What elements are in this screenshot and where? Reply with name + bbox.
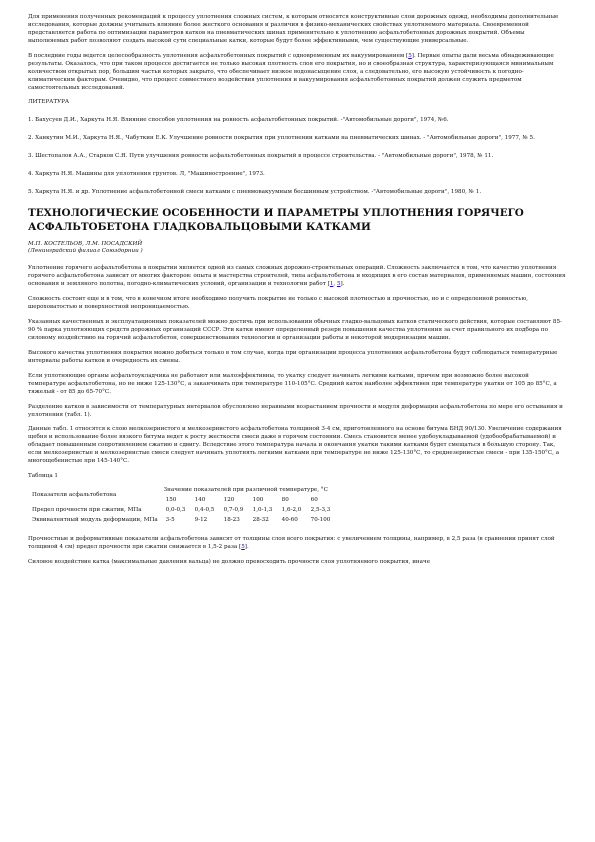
table-cell: 0,7-0,9 bbox=[223, 506, 244, 513]
table-cell: 70-100 bbox=[310, 516, 331, 523]
article-title: ТЕХНОЛОГИЧЕСКИЕ ОСОБЕННОСТИ И ПАРАМЕТРЫ УПЛОТНЕНИЯ ГОРЯЧЕГО АСФАЛЬТОБЕТОНА ГЛАДКОВАЛЬЦОВЫМИ КАТКАМИ bbox=[28, 207, 524, 233]
body-paragraph-1-text: Уплотнение горячего асфальтобетона в покрытии является одной из самых сложных дорожно-строительных операций. Сложность заключается в том, что качество уплотнения горячего асфальтобетона зависит от многих факторов: опыта и мастерства строителей, типа асфальтобетона и входящих в его состав материалов, применяемых машин, состояния основания и земляного полотна, погодно-климатических условий, организации и технологии работ [ bbox=[28, 265, 566, 288]
table-group-header: Значение показателей при различной температуре, °С bbox=[163, 487, 328, 494]
table-cell: 2,5-3,3 bbox=[310, 506, 331, 513]
ref-tail: ]. bbox=[244, 543, 249, 550]
table-row bbox=[28, 516, 336, 526]
intro-paragraph-1: Для применения полученных рекомендаций к процессу уплотнения сложных систем, к которым относятся конструктивные слои дорожных одежд, необходимы дополнительные исследования, которые должны учитывать влияние более жесткого основания и различия в физико-механических свойствах уплотняемого материала. Своевременной представляется работа по оптимизации параметров катков на пневматических шинах применительно к уплотнению асфальтобетонных дорожных покрытий. Объемы выполняемых работ позволяют создать высокой сути специальные катки, которые будут более эффективными, чем существующие универсальные. bbox=[28, 14, 559, 44]
body-paragraph-3: Указанных качественных и эксплуатационных показателей можно достичь при использовании обычных гладко-вальцовых катков статического действия, которые составляют 85-90 % парка уплотняющих средств дорожных организаций СССР. Эти катки имеют определенный резерв повышения качества уплотнения за счет правильного их подбора по силовому воздействию на горячий асфальтобетон, совершенствования технологии и организации работы и некоторой модернизации машин. bbox=[28, 319, 562, 341]
authors-block bbox=[28, 241, 567, 257]
reference-item: 3. Шестопалов А.А., Старков С.Я. Пути улучшения ровности асфальтобетонных покрытий в процессе строительства. - "Автомобильные дороги", 1978, № 11. bbox=[28, 153, 494, 160]
body-paragraph-9: Силовое воздействие катка (максимальные давления вальца) не должно превосходить прочности слоя уплотняемого покрытия, иначе bbox=[28, 558, 431, 565]
table-cell: 0,0-0,3 bbox=[165, 506, 186, 513]
temp-header: 150 bbox=[165, 497, 177, 504]
ref-link[interactable]: 1 bbox=[329, 281, 334, 288]
reference-item: 2. Ханкутин М.И., Харкута Н.Я., Чабуткин Е.К. Улучшение ровности покрытия при уплотнении катками на пневматических шинах. - "Автомобильные дороги", 1977, № 5. bbox=[28, 135, 535, 142]
body-paragraph-1 bbox=[28, 265, 567, 289]
table-cell: 0,4-0,5 bbox=[194, 506, 215, 513]
table-cell: 40-60 bbox=[281, 516, 298, 523]
body-paragraph-4: Высокого качества уплотнения покрытия можно добиться только в том случае, когда при организации процесса уплотнения асфальтобетона будут соблюдаться температурные интервалы работы катков и очередность их смены. bbox=[28, 349, 558, 364]
table-row bbox=[28, 506, 336, 516]
reference-item: 4. Харкута Н.Я. Машины для уплотнения грунтов. Л, "Машиностроение", 1973. bbox=[28, 171, 265, 178]
temp-header: 80 bbox=[281, 497, 289, 504]
table-row-label: Эквивалентный модуль деформации, МПа bbox=[32, 516, 158, 523]
intro-paragraph-2-tail: ]. Первые bbox=[411, 52, 441, 59]
table-cell: 1,6-2,0 bbox=[281, 506, 302, 513]
authors: М.П. КОСТЕЛЬОВ, Л.М. ПОСАДСКИЙ bbox=[28, 240, 143, 247]
table-caption: Таблица 1 bbox=[28, 473, 58, 480]
reference-item: 5. Харкута Н.Я. и др. Уплотнение асфальтобетонной смеси катками с пневмовакуумным бесшинным устройством. -"Автомобильные дороги", 1980, № 1. bbox=[28, 189, 482, 196]
literature-heading: ЛИТЕРАТУРА bbox=[28, 99, 70, 106]
table-header-row bbox=[28, 486, 336, 496]
intro-paragraph-2-rest: опыты дали весьма обнадеживающие результаты. Оказалось, что при таком процессе достигается не только высокая плотность слоя его покрытия, но и своеобразная структура, характеризующаяся минимальным количеством открытых пор, большим частьи которых закрыто, что обеспечивает низкое водонасыщение слоя, а следовательно, его высокую устойчивость к погодно-климатическим факторам. Очевидно, что процесс совместного воздействия уплотнения и вакуумирования асфальтобетонных покрытий должен служить предметом самостоятельных исследований. bbox=[28, 52, 554, 91]
properties-table bbox=[28, 486, 336, 526]
table-cell: 3-5 bbox=[165, 516, 175, 523]
intro-paragraph-2-text: В последние годы ведется целесообразность уплотнения асфальтобетонных покрытий с одновременным их вакуумированием [ bbox=[28, 52, 409, 59]
body-paragraph-7: Данные табл. 1 относятся к слою мелкозернистого и мелкозернистого асфальтобетона толщиной 3-4 см, приготовленного на основе битума БНД 90/130. Увеличение содержания щебня и использование более вязкого битума ведет к росту жесткости смеси даже в горячем состоянии. Смесь становится менее удобоукладываемой (удобообрабатываемой) и обладает повышенным сопротивлением сжатию и сдвигу. Вследствие этого температура начала и окончания укатки такими катками будет смещаться в большую сторону. Так, если мелкозернистые и мелкозернистые смеси следует начинать уплотнять легкими катками при температуре не ниже 125-130°С, то среднезернистые смеси - при 135-150°С, а многощебенистые при 145-140°С. bbox=[28, 426, 562, 465]
ref-separator: , bbox=[333, 281, 337, 288]
table-row-label: Предел прочности при сжатии, МПа bbox=[32, 506, 142, 513]
ref-link[interactable]: 5 bbox=[336, 281, 341, 288]
table-cell: 9-12 bbox=[194, 516, 208, 523]
temp-header: 60 bbox=[310, 497, 318, 504]
temp-header: 140 bbox=[194, 497, 206, 504]
table-cell: 1,0-1,3 bbox=[252, 506, 273, 513]
temp-header: 120 bbox=[223, 497, 235, 504]
table-row-header: Показатели асфальтобетона bbox=[32, 492, 117, 499]
body-paragraph-8-text: Прочностные и деформативные показатели асфальтобетона зависят от толщины слоя всего покрытия: с увеличением толщины, например, в 2,5 раза (в сравнении принят слой толщиной 4 см) предел прочности при сжатии снижается в 1,5-2 раза [ bbox=[28, 535, 555, 550]
intro-paragraph-2 bbox=[28, 53, 567, 93]
ref-link[interactable]: 5 bbox=[241, 543, 245, 550]
ref-tail: ]. bbox=[340, 281, 345, 288]
ref-link[interactable]: 5 bbox=[408, 52, 412, 59]
table-cell: 18-23 bbox=[223, 516, 240, 523]
body-paragraph-2: Сложность состоит еще и в том, что в конечном итоге необходимо получить покрытие не только с высокой плотностью и прочностью, но и с определенной ровностью, шероховатостью и поверхностной непроницаемостью. bbox=[28, 296, 528, 311]
temp-header: 100 bbox=[252, 497, 264, 504]
body-paragraph-5: Если уплотняющие органы асфальтоукладчика не работают или малоэффективны, то укатку следует начинать легкими катками, причем при возможно более высокой температуре асфальтобетона, но не ниже 125-130°С, а заканчивать при температуре 110-105°С. Средний каток наиболее эффективен при температуре укатки от 105 до 85°С, а тяжелый - от 85 до 65-70°С. bbox=[28, 372, 557, 395]
affiliation: (Ленинградский филиал Союздорнии ) bbox=[28, 248, 143, 255]
reference-item: 1. Бахусуев Д.И., Харкута Н.Я. Влияние способов уплотнения на ровность асфальтобетонных покрытий. -"Автомобильные дороги", 1974, №6. bbox=[28, 117, 449, 124]
body-paragraph-8 bbox=[28, 536, 567, 552]
body-paragraph-6: Разделение катков в зависимости от температурных интервалов обусловлено неравными возрастанием прочности и модуля деформации асфальтобетона по мере его остывания и уплотнения (табл. 1). bbox=[28, 403, 563, 418]
table-cell: 28-32 bbox=[252, 516, 269, 523]
